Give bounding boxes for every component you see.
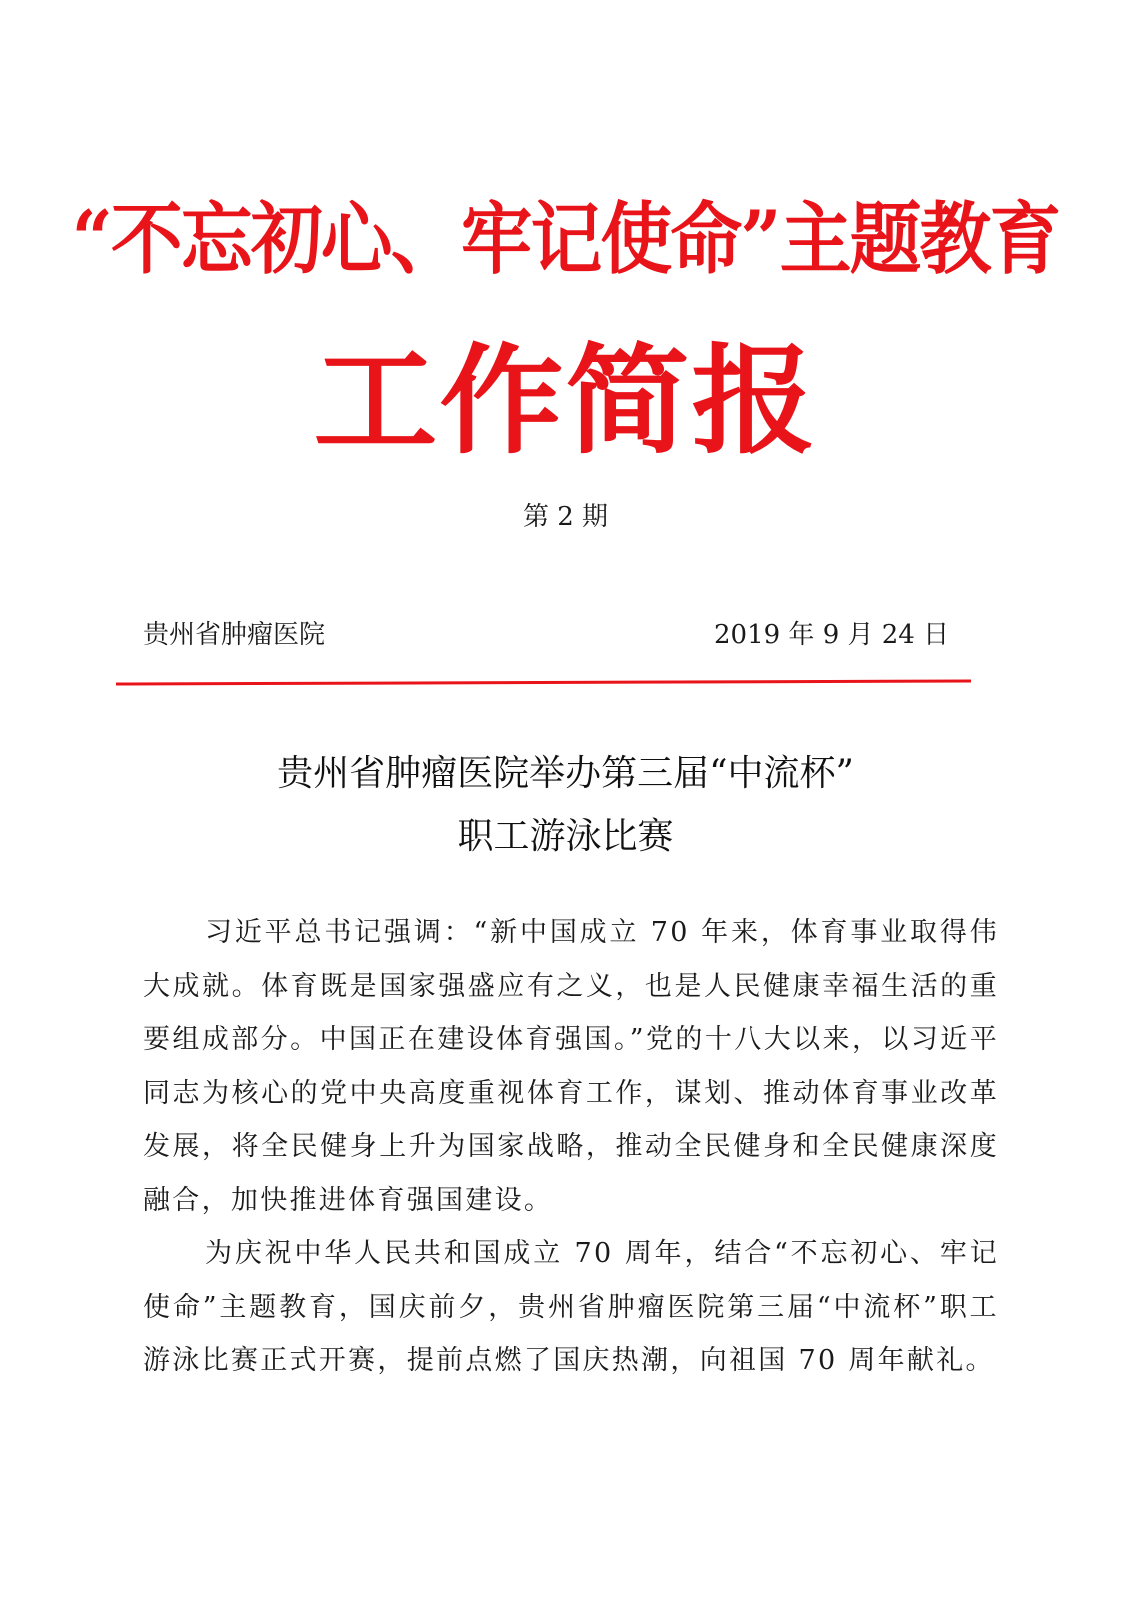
article-body [143, 906, 999, 1388]
issuing-organization: 贵州省肿瘤医院 [143, 620, 326, 650]
issue-date: 2019 年 9 月 24 日 [714, 620, 950, 650]
article-paragraph: 为庆祝中华人民共和国成立 70 周年，结合“不忘初心、牢记使命”主题教育，国庆前夕，贵州省肿瘤医院第三届“中流杯”职工游泳比赛正式开赛，提前点燃了国庆热潮，向祖国 70 周年献礼。 [143, 1238, 999, 1376]
bulletin-masthead-line1: “不忘初心、牢记使命”主题教育 [71, 194, 1060, 285]
bulletin-masthead-title: 工作简报 [313, 331, 818, 470]
issue-number: 第 2 期 [522, 502, 609, 532]
article-title-line1: 贵州省肿瘤医院举办第三届“中流杯” [277, 753, 854, 794]
article-paragraph: 习近平总书记强调：“新中国成立 70 年来，体育事业取得伟大成就。体育既是国家强盛应有之义，也是人民健康幸福生活的重要组成部分。中国正在建设体育强国。”党的十八大以来，以习近平同志为核心的党中央高度重视体育工作，谋划、推动体育事业改革发展，将全民健身上升为国家战略，推动全民健身和全民健康深度融合，加快推进体育强国建设。 [143, 917, 999, 1216]
red-divider-line [116, 680, 971, 686]
article-title-line2: 职工游泳比赛 [457, 816, 674, 857]
